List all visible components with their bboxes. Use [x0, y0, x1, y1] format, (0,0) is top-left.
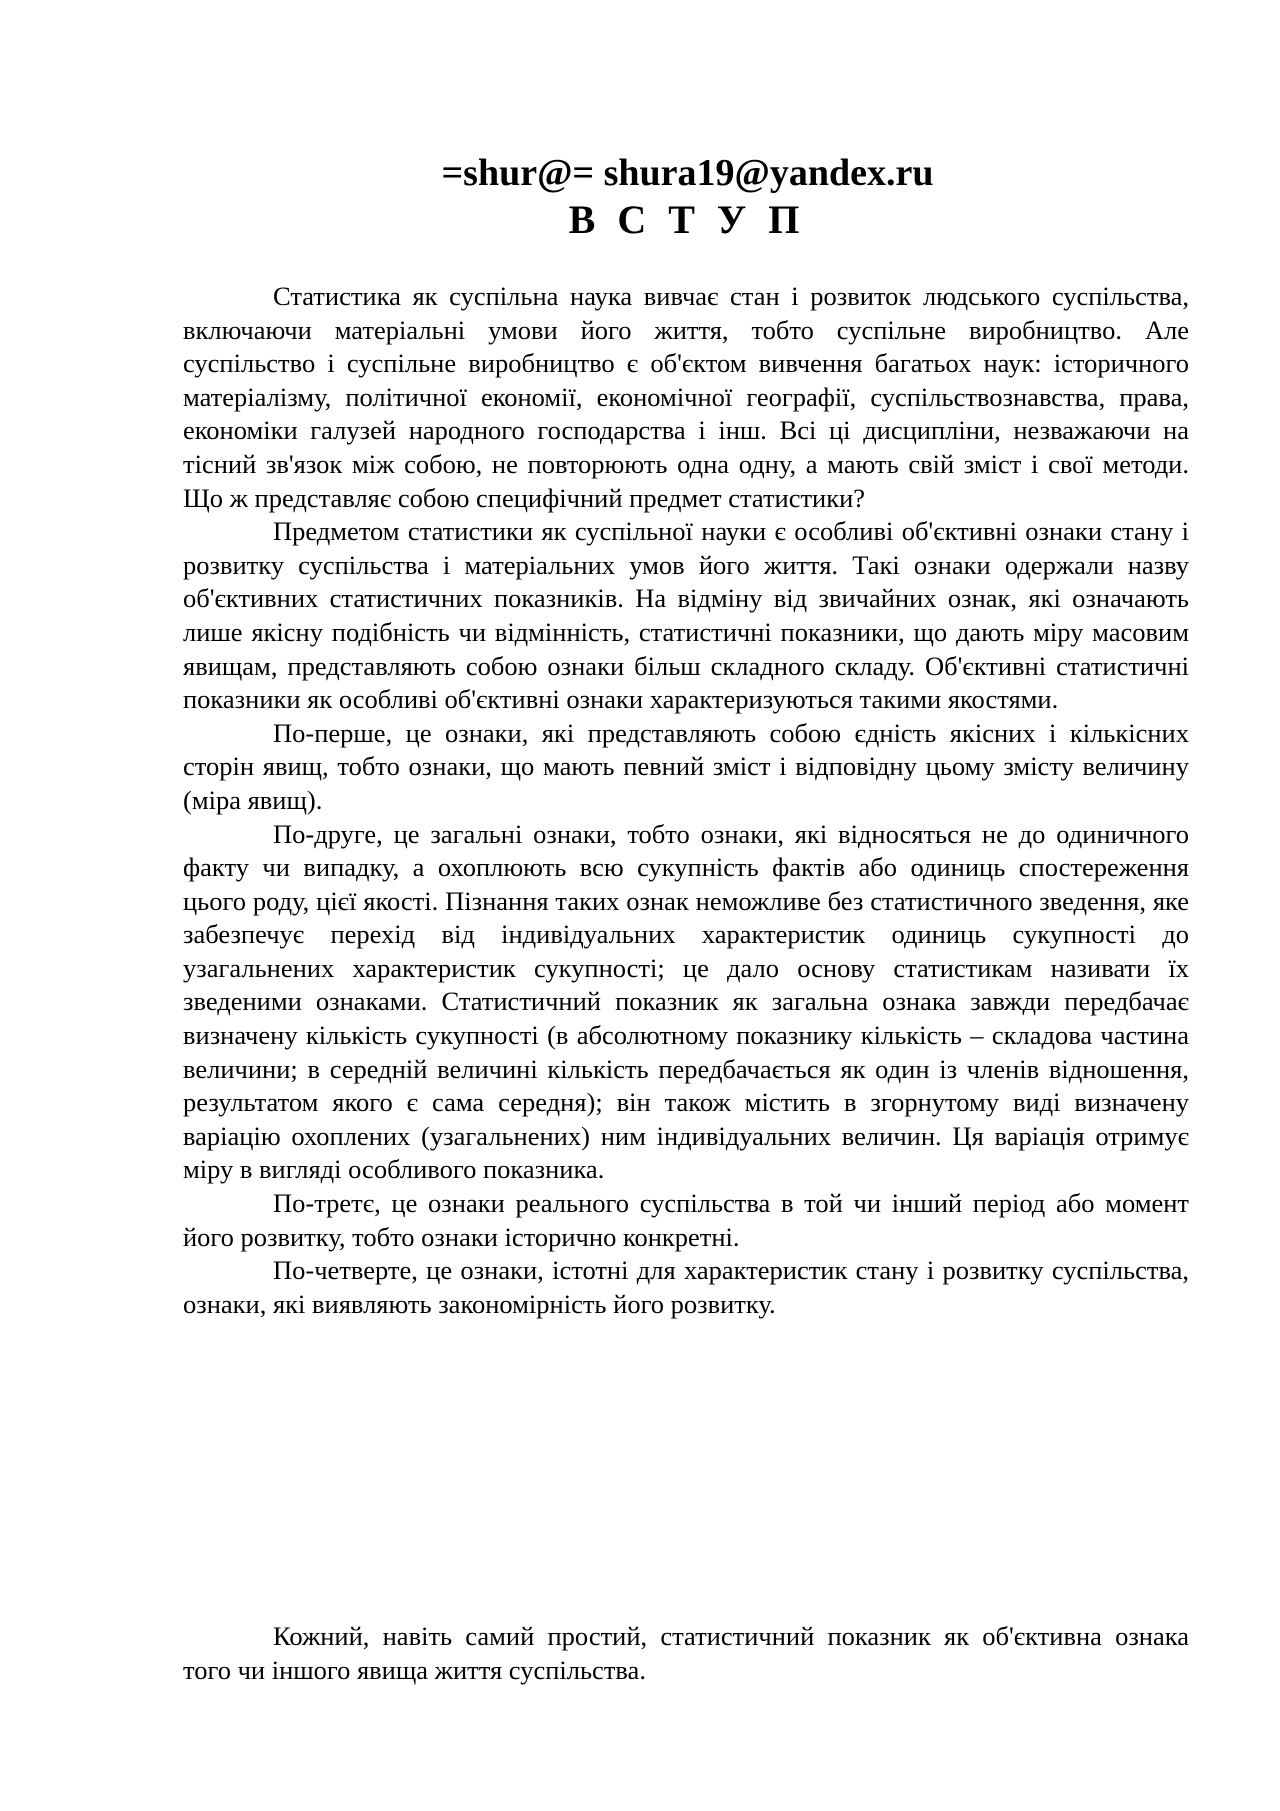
- paragraph: По-друге, це загальні ознаки, тобто ознаки, які відносяться не до одиничного факту чи випадку, а охоплюють всю сукупність фактів або одиниць спостереження цього роду, цієї якості. Пізнання таких ознак неможливе без статистичного зведення, яке забезпечує перехід від індивідуальних характеристик одиниць сукупності до узагальнених характеристик сукупності; це дало основу статистикам називати їх зведеними ознаками. Статистичний показник як загальна ознака завжди передбачає визначену кількість сукупності (в абсолютному показнику кількість – складова частина величини; в середній величині кількість передбачається як один із членів відношення, результатом якого є сама середня); він також містить в згорнутому виді визначену варіацію охоплених (узагальнених) ним індивідуальних величин. Ця варіація отримує міру в вигляді особливого показника.: [183, 818, 1189, 1185]
- section-title: ВСТУП: [568, 197, 822, 242]
- main-text: [183, 280, 1189, 1321]
- paragraph: Предметом статистики як суспільної науки є особливі об'єктивні ознаки стану і розвитку суспільства і матеріальних умов його життя. Такі ознаки одержали назву об'єктивних статистичних показників. На відміну від звичайних ознак, які означають лише якісну подібність чи відмінність, статистичні показники, що дають міру масовим явищам, представляють собою ознаки більш складного складу. Об'єктивні статистичні показники як особливі об'єктивні ознаки характеризуються такими якостями.: [183, 516, 1189, 715]
- document-header: [0, 150, 1280, 244]
- paragraph: Статистика як суспільна наука вивчає стан і розвиток людського суспільства, включаючи матеріальні умови його життя, тобто суспільне виробництво. Але суспільство і суспільне виробництво є об'єктом вивчення багатьох наук: історичного матеріалізму, політичної економії, економічної географії, суспільствознавства, права, економіки галузей народного господарства і інш. Всі ці дисципліни, незважаючи на тісний зв'язок між собою, не повторюють одна одну, а мають свій зміст і свої методи. Що ж представляє собою специфічний предмет статистики?: [183, 281, 1189, 513]
- bottom-text: [183, 1620, 1189, 1687]
- paragraph: По-третє, це ознаки реального суспільства в той чи інший період або момент його розвитку, тобто ознаки історично конкретні.: [183, 1188, 1189, 1252]
- paragraph: По-четверте, це ознаки, істотні для характеристик стану і розвитку суспільства, ознаки, які виявляють закономірність його розвитку.: [183, 1255, 1189, 1319]
- email-line: =shur@= shura19@yandex.ru: [441, 152, 934, 194]
- paragraph: По-перше, це ознаки, які представляють собою єдність якісних і кількісних сторін явищ, тобто ознаки, що мають певний зміст і відповідну цьому змісту величину (міра явищ).: [183, 717, 1189, 815]
- paragraph: Кожний, навіть самий простий, статистичний показник як об'єктивна ознака того чи іншого явища життя суспільства.: [183, 1621, 1189, 1685]
